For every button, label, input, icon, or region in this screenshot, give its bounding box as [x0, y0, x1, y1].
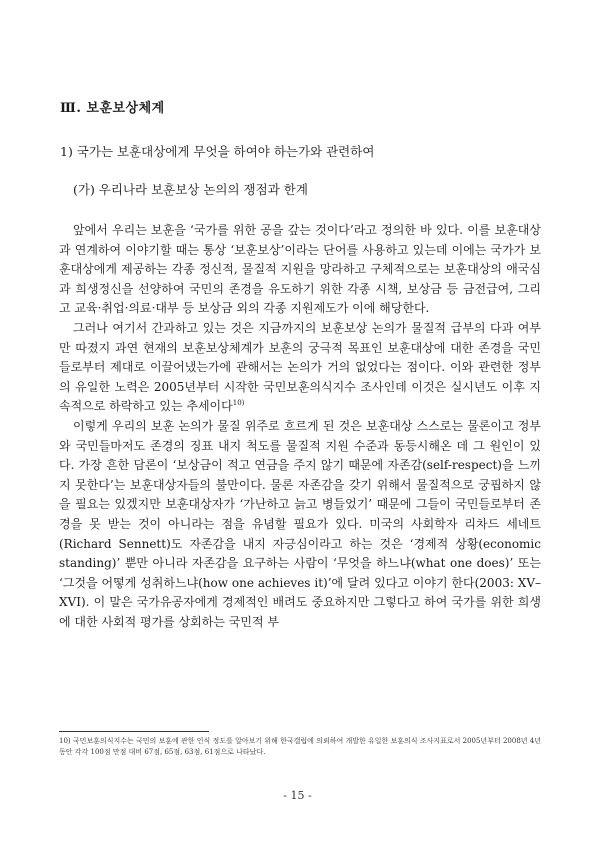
subsection-heading: 1) 국가는 보훈대상에게 무엇을 하여야 하는가와 관련하여 [60, 144, 375, 159]
footnote-divider [59, 731, 209, 732]
page-number: - 15 - [283, 789, 312, 802]
paragraph: 이렇게 우리의 보훈 논의가 물질 위주로 흐르게 된 것은 보훈대상 스스로는 물론이고 정부와 국민들마저도 존경의 징표 내지 척도를 물질적 지원 수준과 동등시해온 데 그 원인이 있다. 가장 흔한 담론이 ‘보상금이 적고 연금을 주지 않기 때문에 자존감(self-respect)을 느끼지 못한다’는 보훈대상자들의 불만이다. 물론 자존감을 갖기 위해서 물질적으로 궁핍하지 않을 필요는 있겠지만 보훈대상자가 ‘가난하고 늙고 병들었기’ 때문에 그들이 국민들로부터 존경을 못 받는 것이 아니라는 점을 유념할 필요가 있다. 미국의 사회학자 리차드 세네트(Richard Sennett)도 자존감을 내지 자긍심이라고 하는 것은 ‘경제적 상황(economic standing)’ 뿐만 아니라 자존감을 요구하는 사람이 ‘무엇을 하느냐(what one does)’ 또는 ‘그것을 어떻게 성취하느냐(how one achieves it)’에 달려 있다고 이야기 한다(2003: XV–XVI). 이 말은 국가유공자에게 경제적인 배려도 중요하지만 그렇다고 하여 국가를 위한 희생에 대한 사회적 평가를 상회하는 국민적 부 [59, 418, 541, 629]
subsubsection-heading: (가) 우리나라 보훈보상 논의의 쟁점과 한계 [73, 182, 308, 197]
paragraph: 앞에서 우리는 보훈을 ‘국가를 위한 공을 갚는 것이다’라고 정의한 바 있다. 이를 보훈대상과 연계하여 이야기할 때는 통상 ‘보훈보상’이라는 단어를 사용하고 있는데 이에는 국가가 보훈대상에게 제공하는 각종 정신적, 물질적 지원을 망라하고 구체적으로는 보훈대상의 애국심과 희생정신을 선양하여 국민의 존경을 유도하기 위한 각종 시책, 보상금 등 금전급여, 그리고 교육·취업·의료·대부 등 보상금 외의 각종 지원제도가 이에 해당한다. [59, 223, 541, 316]
footnote-ref: 10) [232, 399, 245, 408]
footnote: 10) 국민보훈의식지수는 국민의 보훈에 관한 인식 정도를 알아보기 위해 한국갤럽에 의뢰하여 개발한 유일한 보훈의식 조사지표로서 2005년부터 2008년 4년 동안 각각 100점 만점 대비 67점, 65점, 63점, 61점으로 나타났다. [59, 737, 541, 756]
section-heading: Ⅲ. 보훈보상체계 [60, 101, 165, 116]
paragraph: 그러나 여기서 간과하고 있는 것은 지금까지의 보훈보상 논의가 물질적 급부의 다과 여부만 따졌지 과연 현재의 보훈보상체계가 보훈의 궁극적 목표인 보훈대상에 대한 존경을 국민들로부터 제대로 이끌어냈는가에 관해서는 논의가 거의 없었다는 점이다. 이와 관련한 정부의 유일한 노력은 2005년부터 시작한 국민보훈의식지수 조사인데 이것은 실시년도 이후 지속적으로 하락하고 있는 추세이다$^{10)}$ [59, 320, 541, 414]
body-text [59, 221, 541, 632]
